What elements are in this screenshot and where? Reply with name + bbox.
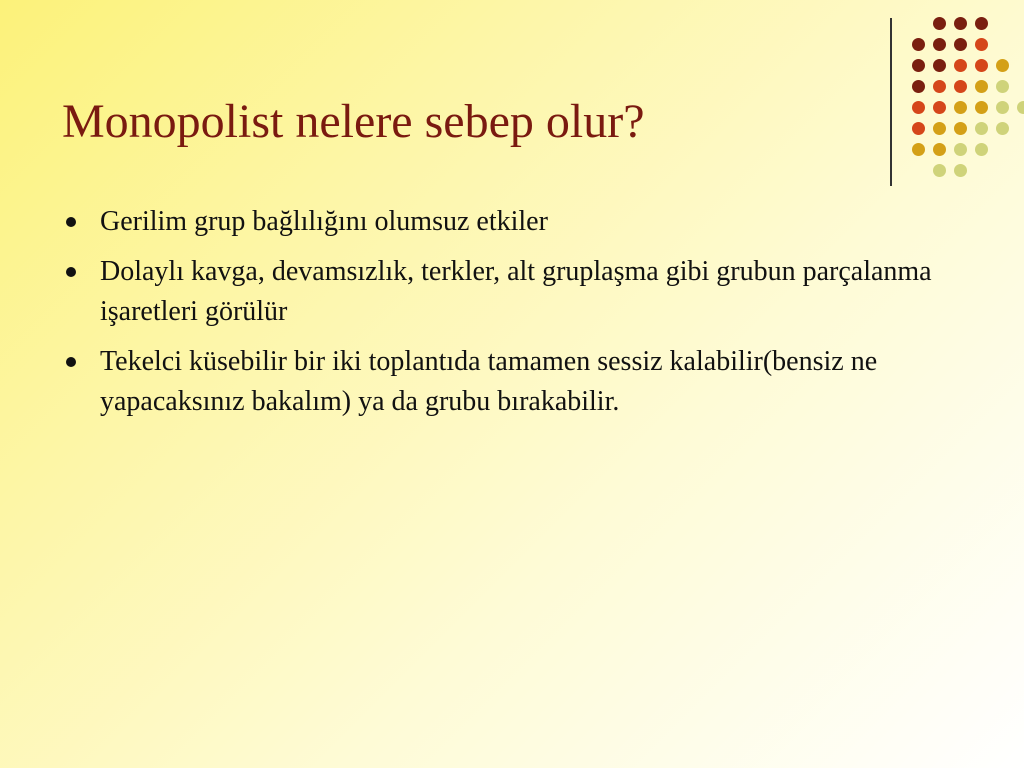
bullet-item bbox=[62, 202, 942, 242]
slide-title: Monopolist nelere sebep olur? bbox=[62, 95, 645, 148]
decorative-dot bbox=[933, 122, 946, 135]
decorative-dot bbox=[912, 59, 925, 72]
decorative-dot bbox=[996, 59, 1009, 72]
decorative-dot bbox=[954, 38, 967, 51]
decorative-dot bbox=[975, 80, 988, 93]
bullet-item bbox=[62, 252, 942, 332]
decorative-dot bbox=[933, 80, 946, 93]
decorative-dot bbox=[912, 101, 925, 114]
decorative-dot bbox=[912, 122, 925, 135]
bullet-text: Tekelci küsebilir bir iki toplantıda tamamen sessiz kalabilir(bensiz ne yapacaksınız bakalım) ya da grubu bırakabilir. bbox=[100, 346, 878, 417]
decorative-dot bbox=[975, 143, 988, 156]
decorative-dot bbox=[933, 38, 946, 51]
bullet-item bbox=[62, 342, 942, 422]
decorative-dot bbox=[954, 143, 967, 156]
decorative-dot bbox=[933, 59, 946, 72]
decorative-dot bbox=[975, 101, 988, 114]
decorative-dot bbox=[912, 38, 925, 51]
decorative-dot bbox=[975, 122, 988, 135]
decorative-dot bbox=[933, 143, 946, 156]
bullet-marker-icon bbox=[66, 357, 76, 367]
bullet-list bbox=[62, 202, 942, 432]
decorative-dot bbox=[996, 122, 1009, 135]
decorative-dot bbox=[933, 164, 946, 177]
decorative-dot bbox=[975, 38, 988, 51]
bullet-text: Dolaylı kavga, devamsızlık, terkler, alt gruplaşma gibi grubun parçalanma işaretleri görülür bbox=[100, 256, 932, 327]
decorative-dot bbox=[954, 101, 967, 114]
decorative-dot bbox=[975, 59, 988, 72]
decorative-dot bbox=[975, 17, 988, 30]
decorative-dot bbox=[954, 17, 967, 30]
decorative-dot-grid bbox=[0, 0, 1024, 200]
decorative-dot bbox=[933, 17, 946, 30]
decorative-dot bbox=[996, 101, 1009, 114]
decorative-dot bbox=[933, 101, 946, 114]
decorative-dot bbox=[996, 80, 1009, 93]
decorative-dot bbox=[954, 59, 967, 72]
bullet-text: Gerilim grup bağlılığını olumsuz etkiler bbox=[100, 206, 548, 237]
decorative-dot bbox=[954, 122, 967, 135]
decorative-dot bbox=[912, 80, 925, 93]
decorative-dot bbox=[1017, 101, 1024, 114]
decorative-dot bbox=[912, 143, 925, 156]
bullet-marker-icon bbox=[66, 267, 76, 277]
decorative-dot bbox=[954, 164, 967, 177]
bullet-marker-icon bbox=[66, 217, 76, 227]
decorative-dot bbox=[954, 80, 967, 93]
